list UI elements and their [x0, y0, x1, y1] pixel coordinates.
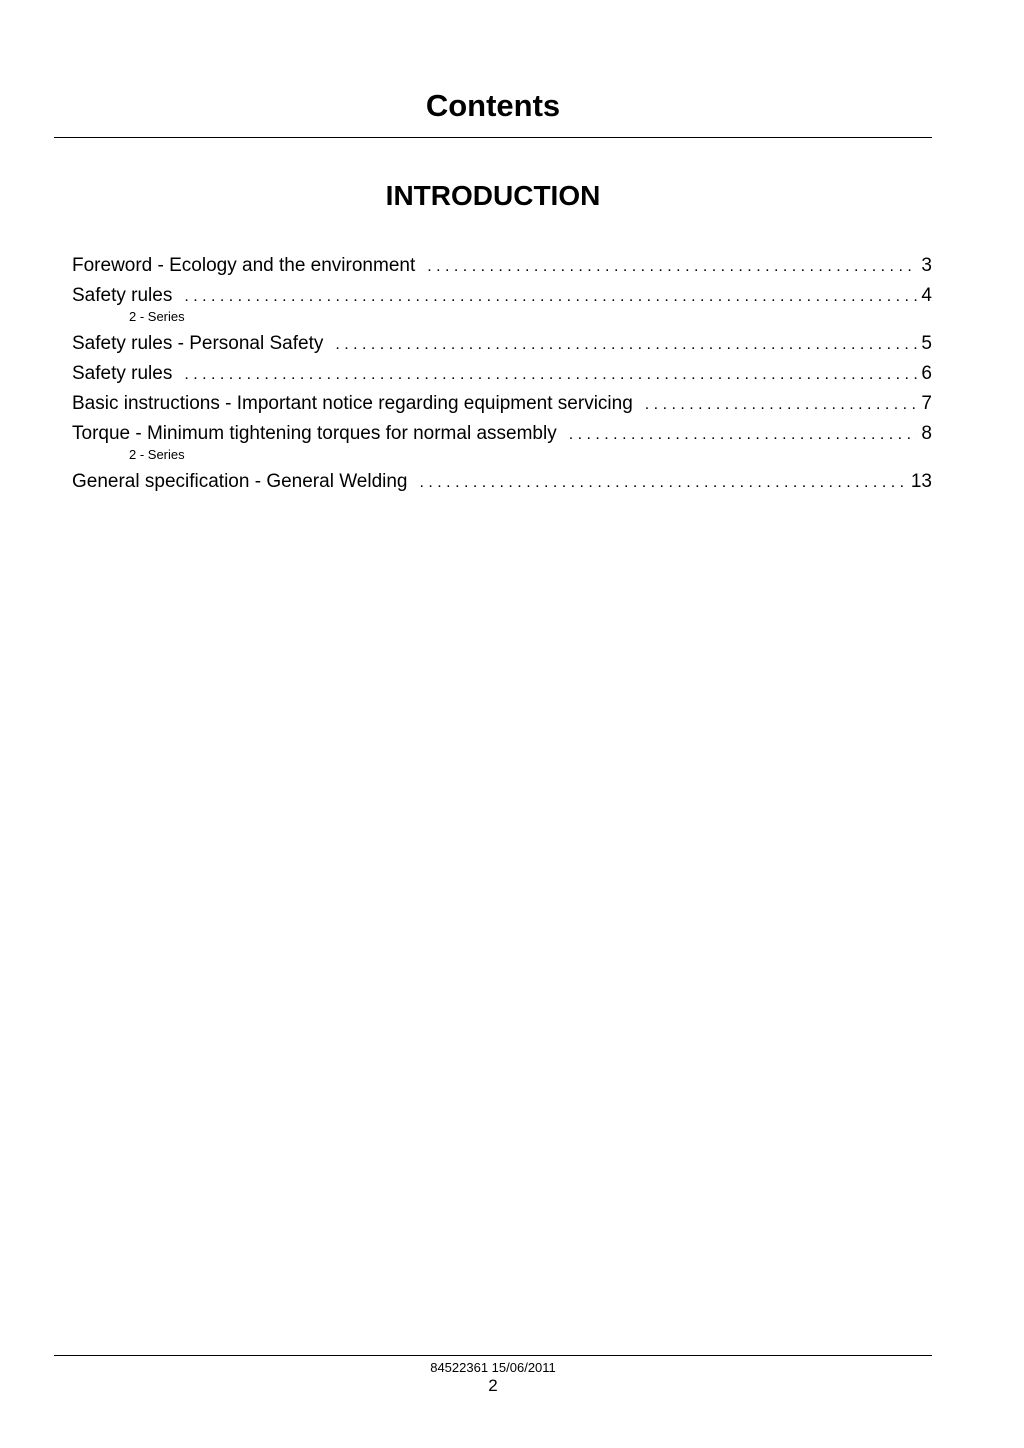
toc-entry-title[interactable]: Foreword - Ecology and the environment [72, 255, 416, 276]
toc-entry-safety-rules[interactable] [72, 363, 932, 385]
toc-entry-title[interactable]: Basic instructions - Important notice regarding equipment servicing [72, 393, 633, 414]
dot-leader [420, 472, 907, 494]
toc-entry-title[interactable]: Safety rules - Personal Safety [72, 333, 324, 354]
footer-page-number: 2 [488, 1376, 498, 1395]
toc-entry-page[interactable]: 13 [910, 471, 932, 492]
toc-entry-subtitle: 2 - Series [129, 309, 185, 324]
toc-entry-subtitle: 2 - Series [129, 447, 185, 462]
footer-divider [54, 1355, 932, 1356]
section-heading: INTRODUCTION [385, 180, 601, 211]
dot-leader [645, 394, 918, 416]
toc-entry-title[interactable]: Safety rules [72, 363, 173, 384]
footer-document-code: 84522361 15/06/2011 [430, 1360, 556, 1375]
toc-entry-general-welding[interactable] [72, 471, 932, 493]
toc-entry-personal-safety[interactable] [72, 333, 932, 355]
dot-leader [569, 424, 918, 446]
toc-entry-page[interactable]: 8 [921, 423, 932, 444]
toc-entry-torque[interactable] [72, 423, 932, 445]
toc-entry-basic-instructions[interactable] [72, 393, 932, 415]
toc-entry-title[interactable]: Safety rules [72, 285, 173, 306]
header-divider [54, 137, 932, 138]
toc-entry-page[interactable]: 4 [921, 285, 932, 306]
toc-entry-title[interactable]: General specification - General Welding [72, 471, 408, 492]
dot-leader [184, 286, 917, 308]
page-title: Contents [425, 88, 561, 123]
table-of-contents [72, 255, 932, 501]
toc-entry-page[interactable]: 5 [921, 333, 932, 354]
dot-leader [427, 256, 917, 278]
toc-entry-safety-rules-series[interactable] [72, 285, 932, 307]
dot-leader [184, 364, 917, 386]
toc-entry-title[interactable]: Torque - Minimum tightening torques for normal assembly [72, 423, 557, 444]
toc-entry-foreword[interactable] [72, 255, 932, 277]
dot-leader [335, 334, 917, 356]
toc-entry-page[interactable]: 6 [921, 363, 932, 384]
toc-entry-page[interactable]: 7 [921, 393, 932, 414]
toc-entry-page[interactable]: 3 [921, 255, 932, 276]
